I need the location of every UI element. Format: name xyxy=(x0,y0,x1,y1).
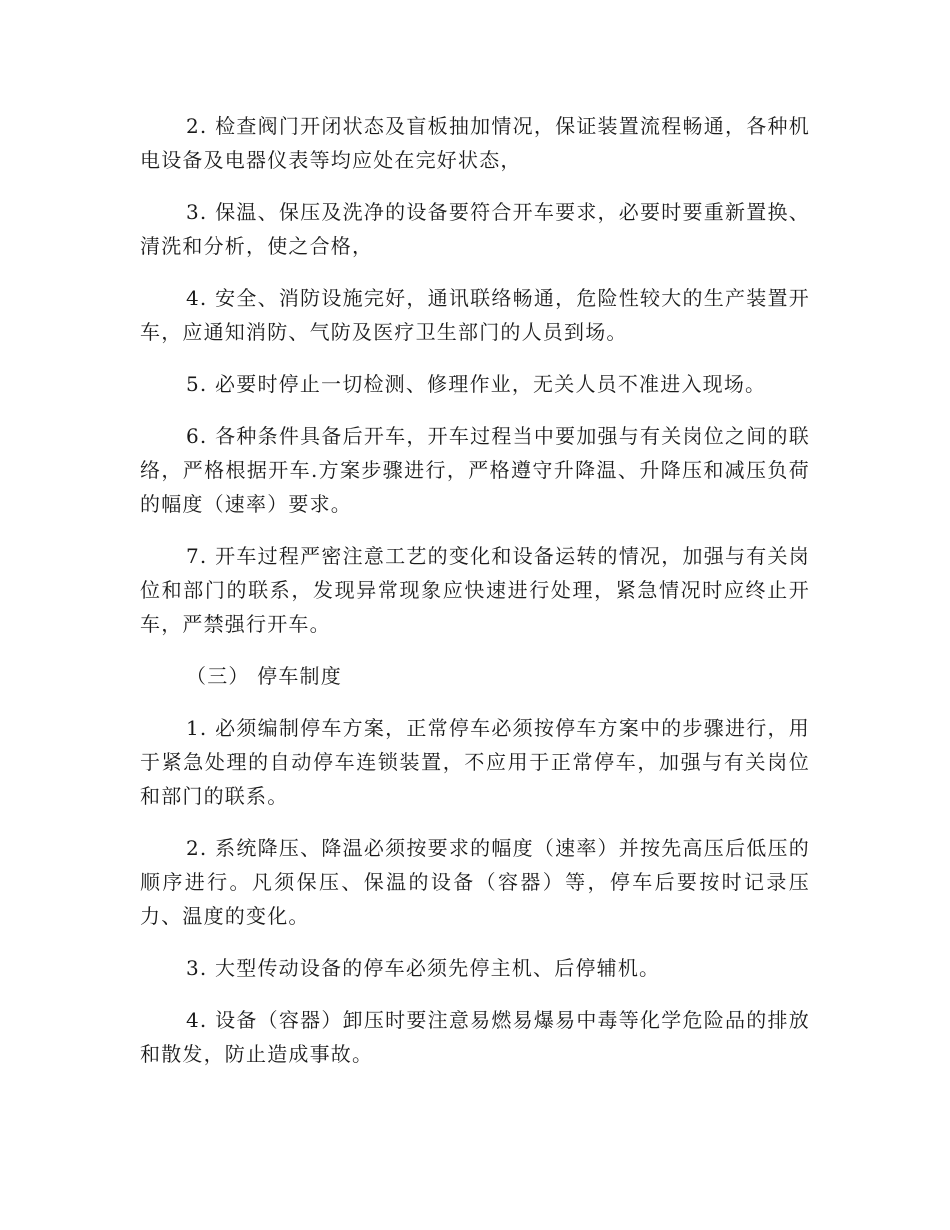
paragraph-item-3: 3. 保温、保压及洗净的设备要符合开车要求，必要时要重新置换、清洗和分析，使之合格， xyxy=(140,200,810,258)
section-heading: （三） 停车制度 xyxy=(186,664,342,688)
shutdown-item-2: 2. 系统降压、降温必须按要求的幅度（速率）并按先高压后低压的顺序进行。凡须保压、保温的设备（容器）等，停车后要按时记录压力、温度的变化。 xyxy=(140,836,810,928)
shutdown-item-4: 4. 设备（容器）卸压时要注意易燃易爆易中毒等化学危险品的排放和散发，防止造成事故。 xyxy=(140,1008,810,1066)
paragraph-item-2: 2. 检查阀门开闭状态及盲板抽加情况，保证装置流程畅通，各种机电设备及电器仪表等均应处在完好状态， xyxy=(140,114,810,172)
paragraph-item-7: 7. 开车过程严密注意工艺的变化和设备运转的情况，加强与有关岗位和部门的联系，发现异常现象应快速进行处理，紧急情况时应终止开车，严禁强行开车。 xyxy=(140,544,810,636)
paragraph-item-5: 5. 必要时停止一切检测、修理作业，无关人员不准进入现场。 xyxy=(186,372,767,396)
shutdown-item-3: 3. 大型传动设备的停车必须先停主机、后停辅机。 xyxy=(186,956,661,980)
shutdown-item-1: 1. 必须编制停车方案，正常停车必须按停车方案中的步骤进行，用于紧急处理的自动停车连锁装置，不应用于正常停车，加强与有关岗位和部门的联系。 xyxy=(140,716,810,808)
document-body xyxy=(140,109,810,1089)
paragraph-item-4: 4. 安全、消防设施完好，通讯联络畅通，危险性较大的生产装置开车，应通知消防、气防及医疗卫生部门的人员到场。 xyxy=(140,286,810,344)
paragraph-item-6: 6. 各种条件具备后开车，开车过程当中要加强与有关岗位之间的联络，严格根据开车.方案步骤进行，严格遵守升降温、升降压和减压负荷的幅度（速率）要求。 xyxy=(140,424,810,516)
